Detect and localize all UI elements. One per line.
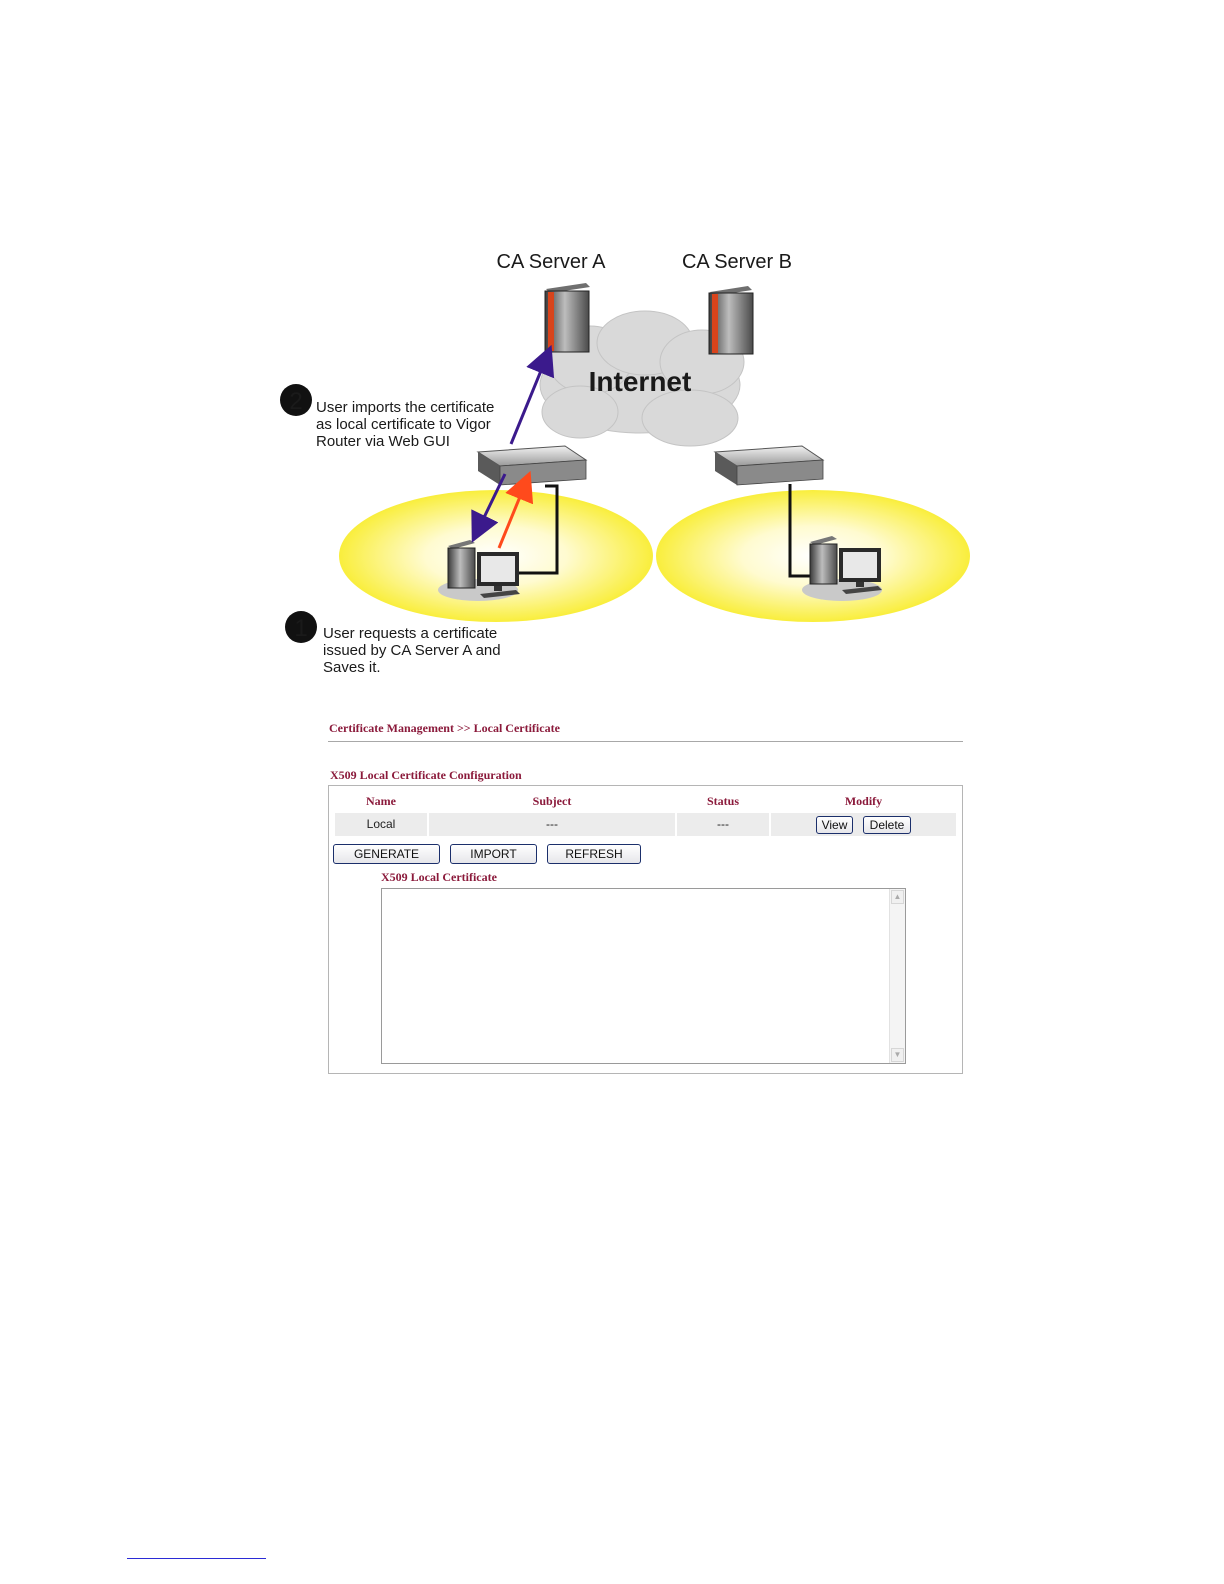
view-button[interactable]: View (816, 816, 853, 834)
step-2-line-3: Router via Web GUI (316, 433, 450, 450)
network-diagram (0, 0, 1224, 700)
footnote-rule (127, 1558, 266, 1559)
generate-button[interactable]: GENERATE (333, 844, 440, 864)
import-arrow-to-ca (511, 356, 547, 444)
cell-subject: --- (429, 813, 675, 836)
vigor-router-b-icon (715, 446, 823, 485)
step-1-line-2: issued by CA Server A and (323, 642, 501, 659)
ca-server-a-icon (545, 283, 590, 352)
step-1-line-3: Saves it. (323, 659, 381, 676)
internet-label: Internet (588, 366, 692, 397)
page-title: Certificate Management >> Local Certificate (329, 721, 560, 735)
step-2-line-2: as local certificate to Vigor (316, 416, 491, 433)
step-1-line-1: User requests a certificate (323, 625, 498, 642)
vigor-router-a-icon (478, 446, 586, 485)
cell-name: Local (335, 813, 427, 836)
step-2-number: 2 (289, 388, 303, 415)
certificate-label: X509 Local Certificate (381, 870, 497, 884)
delete-button[interactable]: Delete (863, 816, 911, 834)
header-name: Name (366, 794, 396, 808)
ca-server-a-label: CA Server A (496, 251, 606, 273)
ca-server-b-icon (709, 286, 753, 354)
certificate-textarea[interactable] (381, 888, 906, 1064)
step-2-line-1: User imports the certificate (316, 399, 495, 416)
refresh-button[interactable]: REFRESH (547, 844, 641, 864)
header-status: Status (706, 794, 739, 808)
step-1-number: 1 (294, 615, 308, 642)
header-subject: Subject (532, 794, 572, 808)
ca-server-b-label: CA Server B (681, 251, 793, 273)
header-modify: Modify (844, 794, 883, 808)
import-button[interactable]: IMPORT (450, 844, 537, 864)
cell-status: --- (677, 813, 769, 836)
local-certificate-panel (328, 785, 963, 1074)
section-title: X509 Local Certificate Configuration (330, 768, 522, 782)
certificate-scrollbar[interactable] (889, 889, 905, 1063)
scroll-up-icon[interactable]: ▲ (891, 890, 904, 904)
title-divider (328, 741, 963, 742)
scroll-down-icon[interactable]: ▼ (891, 1048, 904, 1062)
